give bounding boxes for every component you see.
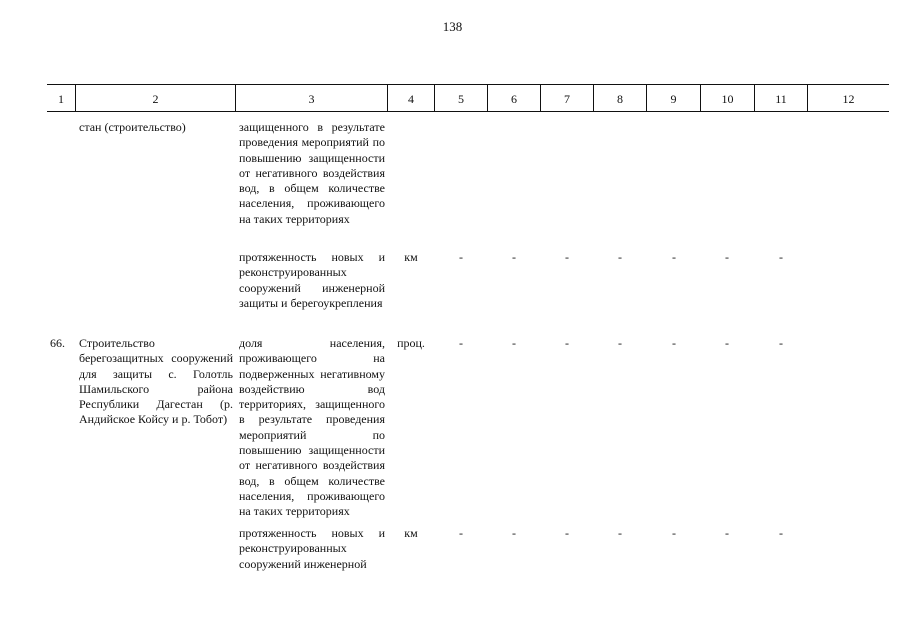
value-cell: - [618, 526, 622, 540]
value-cell: - [725, 336, 729, 350]
header-cell: 3 [308, 92, 315, 106]
value-cell: - [512, 250, 516, 264]
value-cell: - [672, 526, 676, 540]
value-cell: - [725, 250, 729, 264]
item-name: Строительство берегозащитных сооружений для защиты с. Голотль Шамильского района Республики Дагестан (р. Андийское Койсу и р. Тобот) [79, 336, 233, 427]
value-cell: - [779, 526, 783, 540]
unit-cell: км [404, 250, 418, 264]
value-cell: - [512, 336, 516, 350]
item-name: стан (строительство) [79, 120, 186, 134]
header-cell: 2 [152, 92, 159, 106]
value-cell: - [725, 526, 729, 540]
value-cell: - [459, 250, 463, 264]
header-cell: 4 [408, 92, 414, 106]
indicator-text: протяженность новых и реконструированных сооружений инженерной защиты и берегоукрепления [239, 250, 385, 310]
unit-cell: проц. [397, 336, 425, 350]
value-cell: - [618, 336, 622, 350]
value-cell: - [512, 526, 516, 540]
header-cell: 5 [458, 92, 464, 106]
indicator-text: доля населения, проживающего на подверженных негативному воздействию вод территориях, защищенного в результате проведения мероприятий по повышению защищенности от негативного воздействия вод, в общем количестве населения, проживающего на таких территориях [239, 336, 385, 519]
value-cell: - [672, 336, 676, 350]
value-cell: - [672, 250, 676, 264]
value-cell: - [618, 250, 622, 264]
indicator-text: защищенного в результате проведения мероприятий по повышению защищенности от негативного воздействия вод, в общем количестве населения, проживающего на таких территориях [239, 120, 385, 226]
indicator-text: протяженность новых и реконструированных сооружений инженерной [239, 526, 385, 571]
header-cell: 6 [511, 92, 517, 106]
header-cell: 7 [564, 92, 570, 106]
item-number: 66. [50, 336, 65, 350]
value-cell: - [459, 526, 463, 540]
header-cell: 9 [670, 92, 677, 106]
value-cell: - [565, 526, 569, 540]
header-cell: 10 [721, 92, 734, 106]
unit-cell: км [404, 526, 418, 540]
header-cell: 8 [617, 92, 623, 106]
page-number: 138 [442, 19, 463, 34]
value-cell: - [779, 250, 783, 264]
value-cell: - [779, 336, 783, 350]
value-cell: - [459, 336, 463, 350]
value-cell: - [565, 250, 569, 264]
header-cell: 12 [842, 92, 855, 106]
header-cell: 11 [775, 92, 787, 106]
value-cell: - [565, 336, 569, 350]
header-cell: 1 [58, 92, 64, 106]
